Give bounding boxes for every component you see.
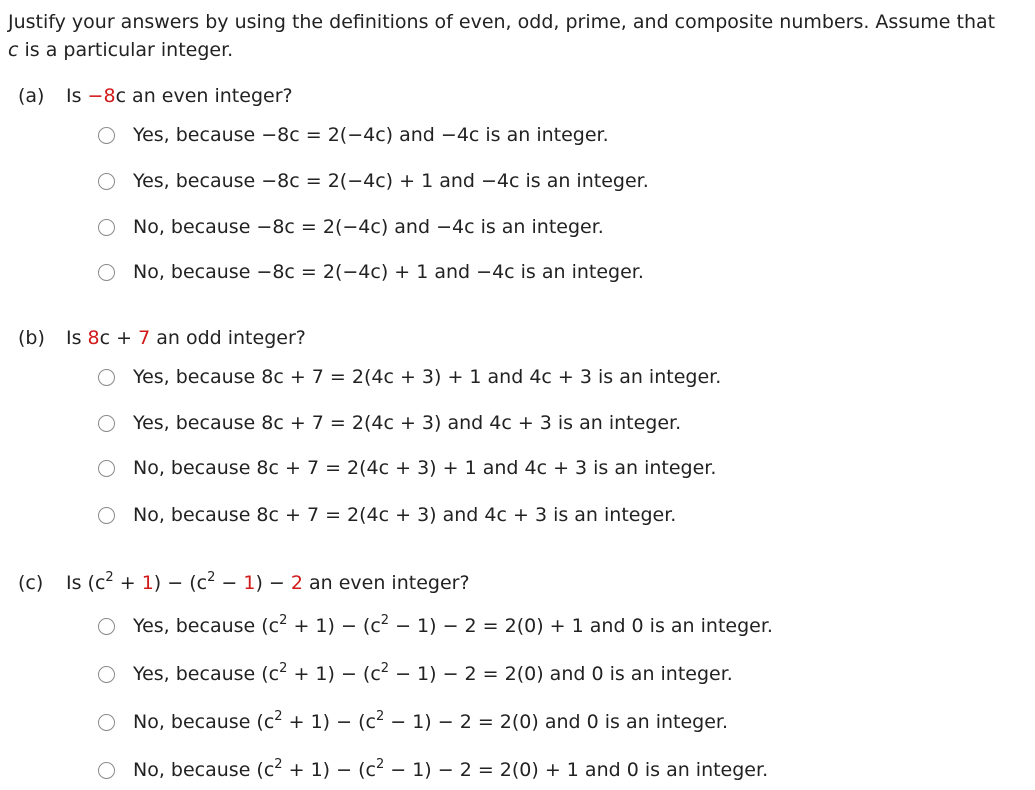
question-label: (b) — [18, 327, 45, 349]
option-label: No, because 8c + 7 = 2(4c + 3) and 4c + 3 is an integer. — [133, 504, 677, 526]
instructions-line-2: is a particular integer. — [18, 39, 234, 61]
option-label: Yes, because 8c + 7 = 2(4c + 3) and 4c + 3 is an integer. — [133, 412, 682, 434]
question-prompt: Is $(c^2 + 1) - (c^2 - 1) - 2$ an even integer? — [66, 569, 470, 594]
radio-button[interactable] — [98, 618, 115, 635]
option-label: No, because $(c^2 + 1) - (c^2 - 1) - 2 = 2(0) + 1$ and 0 is an integer. — [133, 756, 769, 781]
instructions — [8, 8, 1032, 64]
option-b3[interactable] — [98, 455, 716, 481]
variable-c: c — [8, 39, 19, 61]
radio-button[interactable] — [98, 714, 115, 731]
question-prompt: Is −8c an even integer? — [66, 85, 293, 107]
option-a4[interactable] — [98, 259, 644, 285]
radio-button[interactable] — [98, 369, 115, 386]
option-b1[interactable] — [98, 364, 721, 390]
option-label: Yes, because 8c + 7 = 2(4c + 3) + 1 and 4c + 3 is an integer. — [133, 366, 722, 388]
radio-button[interactable] — [98, 762, 115, 779]
question-label: (a) — [18, 85, 45, 107]
option-label: No, because $(c^2 + 1) - (c^2 - 1) - 2 = 2(0)$ and 0 is an integer. — [133, 708, 729, 733]
question-c-heading — [18, 571, 470, 595]
radio-button[interactable] — [98, 127, 115, 144]
option-a2[interactable] — [98, 168, 649, 194]
radio-button[interactable] — [98, 219, 115, 236]
option-label: No, because −8c = 2(−4c) and −4c is an integer. — [133, 216, 604, 238]
option-label: No, because 8c + 7 = 2(4c + 3) + 1 and 4c + 3 is an integer. — [133, 457, 717, 479]
option-a3[interactable] — [98, 214, 604, 240]
radio-button[interactable] — [98, 173, 115, 190]
radio-button[interactable] — [98, 415, 115, 432]
option-label: Yes, because $(c^2 + 1) - (c^2 - 1) - 2 = 2(0) + 1$ and 0 is an integer. — [133, 612, 773, 637]
instructions-line-1: Justify your answers by using the definitions of even, odd, prime, and composite numbers. Assume that — [8, 11, 996, 33]
question-prompt: Is 8c + 7 an odd integer? — [66, 327, 306, 349]
radio-button[interactable] — [98, 460, 115, 477]
option-label: Yes, because $(c^2 + 1) - (c^2 - 1) - 2 = 2(0)$ and 0 is an integer. — [133, 660, 733, 685]
radio-button[interactable] — [98, 264, 115, 281]
option-c2[interactable] — [98, 661, 733, 687]
option-c1[interactable] — [98, 613, 773, 639]
question-a-heading — [18, 84, 293, 108]
option-b4[interactable] — [98, 502, 676, 528]
option-c3[interactable] — [98, 709, 728, 735]
option-label: No, because −8c = 2(−4c) + 1 and −4c is an integer. — [133, 261, 644, 283]
question-b-heading — [18, 326, 306, 350]
option-a1[interactable] — [98, 122, 609, 148]
option-label: Yes, because −8c = 2(−4c) and −4c is an integer. — [133, 124, 609, 146]
radio-button[interactable] — [98, 507, 115, 524]
radio-button[interactable] — [98, 666, 115, 683]
question-label: (c) — [18, 572, 44, 594]
option-c4[interactable] — [98, 757, 768, 783]
option-label: Yes, because −8c = 2(−4c) + 1 and −4c is an integer. — [133, 170, 649, 192]
option-b2[interactable] — [98, 410, 681, 436]
